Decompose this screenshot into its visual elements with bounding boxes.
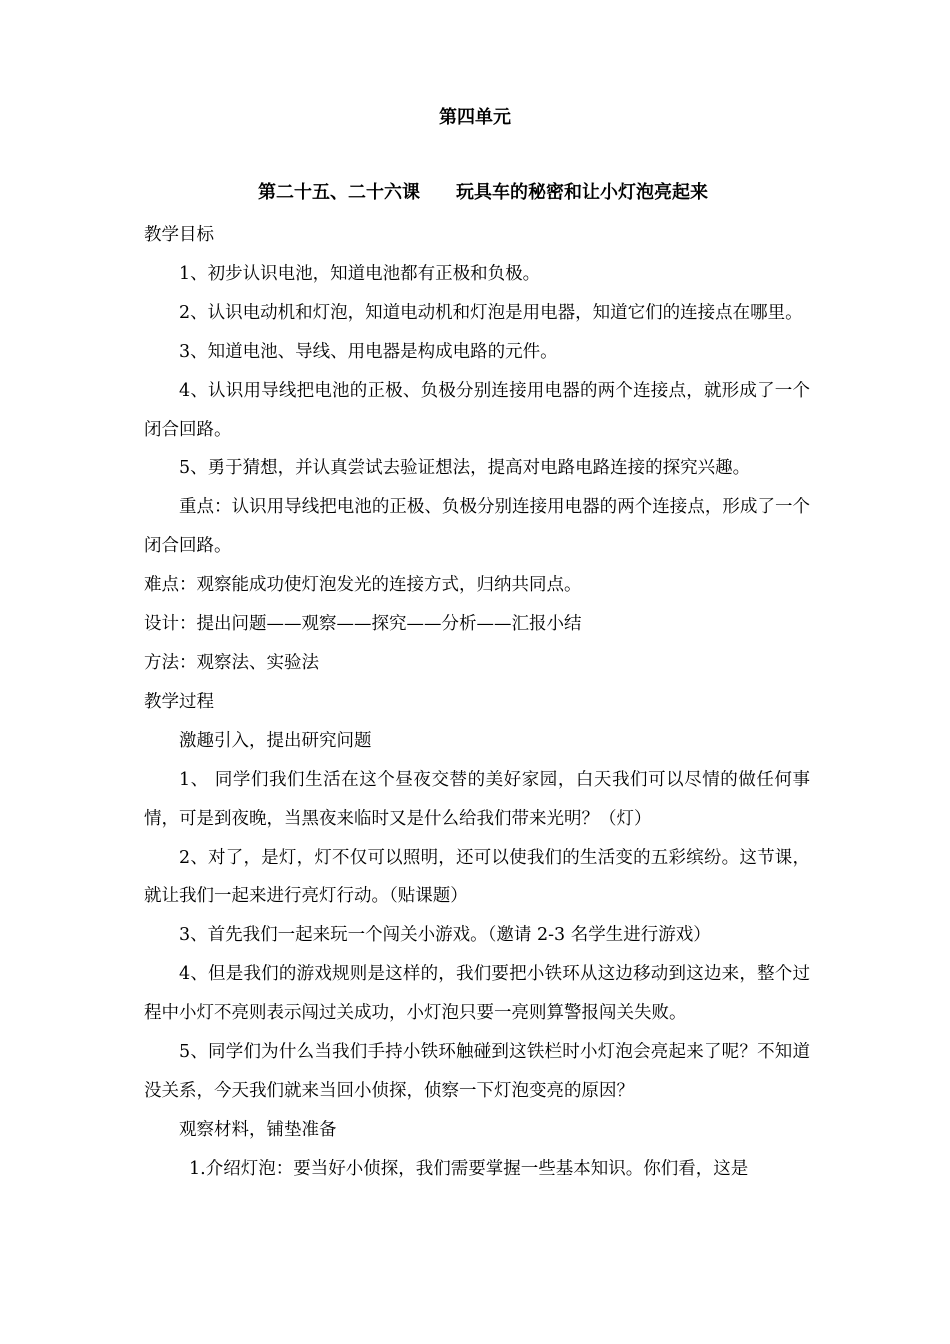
- materials-item-1: 1.介绍灯泡：要当好小侦探，我们需要掌握一些基本知识。你们看，这是: [189, 1158, 749, 1179]
- process-item-5: 5、同学们为什么当我们手持小铁环触碰到这铁栏时小灯泡会亮起来了呢？不知道没关系，今天我们就来当回小侦探，侦察一下灯泡变亮的原因？: [144, 1042, 810, 1101]
- subsection-heading-materials: 观察材料，铺垫准备: [179, 1119, 337, 1140]
- process-item-2: 2、对了，是灯，灯不仅可以照明，还可以使我们的生活变的五彩缤纷。这节课，就让我们一起来进行亮灯行动。（贴课题）: [144, 847, 810, 907]
- process-item-3: 3、首先我们一起来玩一个闯关小游戏。（邀请 2-3 名学生进行游戏）: [179, 925, 711, 946]
- objective-item-1: 1、初步认识电池，知道电池都有正极和负极。: [179, 263, 541, 284]
- body-text: [144, 216, 810, 1189]
- objective-item-2: 2、认识电动机和灯泡，知道电动机和灯泡是用电器，知道它们的连接点在哪里。: [179, 302, 803, 323]
- objective-item-4: 4、认识用导线把电池的正极、负极分别连接用电器的两个连接点，就形成了一个闭合回路。: [144, 380, 810, 440]
- objective-item-3: 3、知道电池、导线、用电器是构成电路的元件。: [179, 341, 558, 362]
- lesson-title: 第二十五、二十六课 玩具车的秘密和让小灯泡亮起来: [258, 182, 708, 203]
- process-item-1: 1、 同学们我们生活在这个昼夜交替的美好家园，白天我们可以尽情的做任何事情，可是到夜晚，当黑夜来临时又是什么给我们带来光明？（灯）: [144, 769, 810, 829]
- method-line: 方法：观察法、实验法: [144, 652, 319, 673]
- section-heading-objectives: 教学目标: [144, 225, 214, 245]
- difficult-point: 难点：观察能成功使灯泡发光的连接方式，归纳共同点。: [144, 575, 582, 596]
- design-line: 设计：提出问题——观察——探究——分析——汇报小结: [144, 614, 582, 635]
- process-item-4: 4、但是我们的游戏规则是这样的，我们要把小铁环从这边移动到这边来，整个过程中小灯不亮则表示闯过关成功，小灯泡只要一亮则算警报闯关失败。: [144, 964, 810, 1024]
- key-point: 重点：认识用导线把电池的正极、负极分别连接用电器的两个连接点，形成了一个闭合回路。: [144, 497, 810, 557]
- section-heading-process: 教学过程: [144, 691, 214, 712]
- subsection-heading-intro: 激趣引入，提出研究问题: [179, 730, 372, 751]
- unit-title: 第四单元: [439, 107, 511, 128]
- objective-item-5: 5、勇于猜想，并认真尝试去验证想法，提高对电路电路连接的探究兴趣。: [179, 458, 751, 479]
